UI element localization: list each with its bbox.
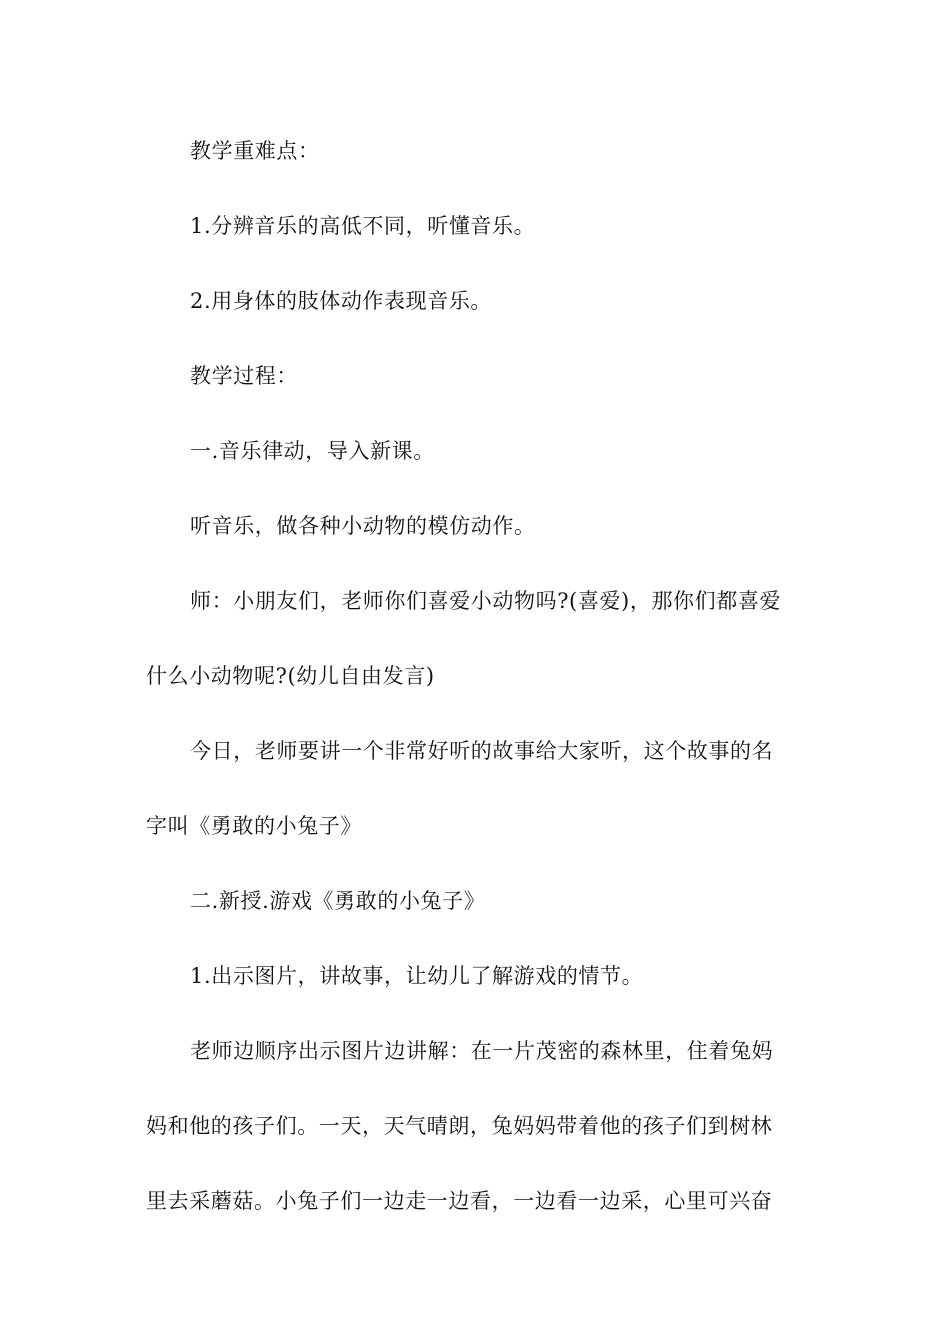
paragraph-teacher-question-line2: 什么小动物呢?(幼儿自由发言) <box>146 664 435 688</box>
key-point-1: 1.分辨音乐的高低不同，听懂音乐。 <box>190 214 536 238</box>
paragraph-story-line3: 里去采蘑菇。小兔子们一边走一边看，一边看一边采，心里可兴奋 <box>146 1189 773 1213</box>
section-one-title: 一.音乐律动，导入新课。 <box>190 439 435 463</box>
key-point-2: 2.用身体的肢体动作表现音乐。 <box>190 289 493 313</box>
paragraph-story-line2: 妈和他的孩子们。一天，天气晴朗，兔妈妈带着他的孩子们到树林 <box>146 1114 773 1138</box>
heading-teaching-process: 教学过程： <box>190 364 298 388</box>
section-two-title: 二.新授.游戏《勇敢的小兔子》 <box>190 889 486 913</box>
step-1-show-pictures: 1.出示图片，讲故事，让幼儿了解游戏的情节。 <box>190 964 644 988</box>
paragraph-today-story-line1: 今日，老师要讲一个非常好听的故事给大家听，这个故事的名 <box>190 739 774 763</box>
paragraph-today-story-line2: 字叫《勇敢的小兔子》 <box>146 814 362 838</box>
heading-teaching-key-points: 教学重难点： <box>190 139 320 163</box>
paragraph-story-line1: 老师边顺序出示图片边讲解：在一片茂密的森林里，住着兔妈 <box>190 1039 774 1063</box>
paragraph-teacher-question-line1: 师：小朋友们，老师你们喜爱小动物吗?(喜爱)，那你们都喜爱 <box>190 589 782 613</box>
paragraph-listen-music: 听音乐，做各种小动物的模仿动作。 <box>190 514 536 538</box>
